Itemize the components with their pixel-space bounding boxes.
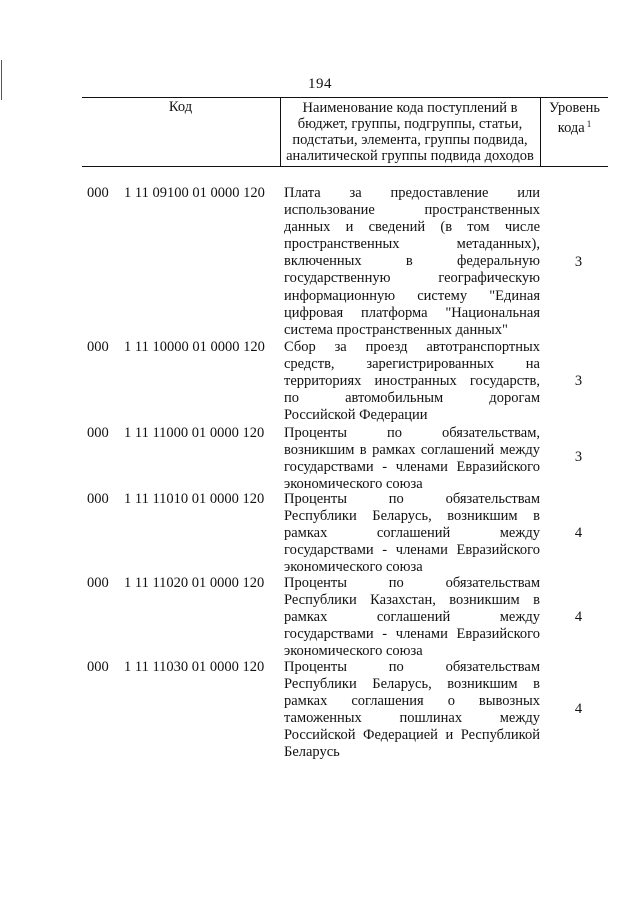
revenue-name-line: Российской Федерации [284, 407, 428, 424]
code-level: 4 [574, 525, 583, 541]
revenue-name-line: экономического союза [284, 476, 423, 493]
revenue-name-line: данных и сведений (в том числе [284, 219, 540, 236]
revenue-name-line: таможенных пошлинах между [284, 710, 540, 727]
revenue-name-line: рамках соглашения о вывозных [284, 693, 540, 710]
revenue-name-line: государствами - членами Евразийского [284, 626, 540, 643]
revenue-name-line: экономического союза [284, 643, 423, 660]
revenue-name-line: Проценты по обязательствам [284, 659, 540, 675]
revenue-name [284, 575, 540, 660]
code-level: 4 [574, 609, 583, 625]
revenue-name-line: Плата за предоставление или [284, 185, 540, 201]
revenue-name-line: государствами - членами Евразийского [284, 459, 540, 476]
revenue-name [284, 491, 540, 576]
revenue-name-line: рамках соглашений между [284, 525, 540, 542]
revenue-name-line: Республики Беларусь, возникшим в [284, 508, 540, 525]
revenue-name-line: территориях иностранных государств, [284, 373, 540, 390]
header-name-line: Наименование кода поступлений в [302, 100, 518, 116]
revenue-name-line: по автомобильным дорогам [284, 390, 540, 407]
code-level: 3 [574, 254, 583, 270]
admin-code: 000 [87, 575, 109, 591]
revenue-name-line: Республики Казахстан, возникшим в [284, 592, 540, 609]
page-number: 194 [308, 76, 332, 92]
revenue-name-line: Российской Федерацией и Республикой [284, 727, 540, 744]
revenue-name-line: система пространственных данных" [284, 321, 508, 338]
admin-code: 000 [87, 185, 109, 201]
revenue-code: 1 11 11000 01 0000 120 [124, 425, 265, 441]
revenue-name-line: информационную систему "Единая [284, 287, 540, 304]
header-level-text: кода [557, 120, 585, 136]
revenue-name-line: возникшим в рамках соглашений между [284, 442, 540, 459]
header-name-line: бюджет, группы, подгруппы, статьи, [297, 116, 523, 132]
revenue-name-line: включенных в федеральную [284, 253, 540, 270]
revenue-name-line: государственную географическую [284, 270, 540, 287]
revenue-code: 1 11 10000 01 0000 120 [124, 339, 265, 355]
header-name-line: аналитической группы подвида доходов [286, 148, 534, 164]
header-code: Код [168, 99, 193, 115]
revenue-name-line: экономического союза [284, 559, 423, 576]
code-level: 3 [574, 373, 583, 389]
admin-code: 000 [87, 425, 109, 441]
code-level: 4 [574, 701, 583, 717]
admin-code: 000 [87, 659, 109, 675]
revenue-name-line: Беларусь [284, 744, 340, 761]
header-name-line: подстатьи, элемента, группы подвида, [292, 132, 528, 148]
revenue-name [284, 425, 540, 493]
revenue-code: 1 11 11030 01 0000 120 [124, 659, 265, 675]
revenue-name-line: рамках соглашений между [284, 609, 540, 626]
revenue-name-line: средств, зарегистрированных на [284, 356, 540, 373]
code-level: 3 [574, 449, 583, 465]
header-level-line: Уровень [548, 100, 601, 116]
revenue-name-line: государствами - членами Евразийского [284, 542, 540, 559]
revenue-name-line: Проценты по обязательствам [284, 575, 540, 591]
revenue-name-line: Проценты по обязательствам [284, 491, 540, 507]
revenue-name [284, 339, 540, 424]
revenue-name [284, 185, 540, 339]
revenue-name [284, 659, 540, 762]
revenue-name-line: использование пространственных [284, 202, 540, 219]
revenue-name-line: Республики Беларусь, возникшим в [284, 676, 540, 693]
revenue-code: 1 11 11020 01 0000 120 [124, 575, 265, 591]
revenue-code: 1 11 11010 01 0000 120 [124, 491, 265, 507]
footnote-marker: 1 [586, 119, 592, 129]
revenue-code: 1 11 09100 01 0000 120 [124, 185, 265, 201]
admin-code: 000 [87, 491, 109, 507]
admin-code: 000 [87, 339, 109, 355]
revenue-name-line: пространственных метаданных), [284, 236, 540, 253]
revenue-name-line: цифровая платформа "Национальная [284, 304, 540, 321]
revenue-name-line: Сбор за проезд автотранспортных [284, 339, 540, 355]
revenue-name-line: Проценты по обязательствам, [284, 425, 540, 441]
